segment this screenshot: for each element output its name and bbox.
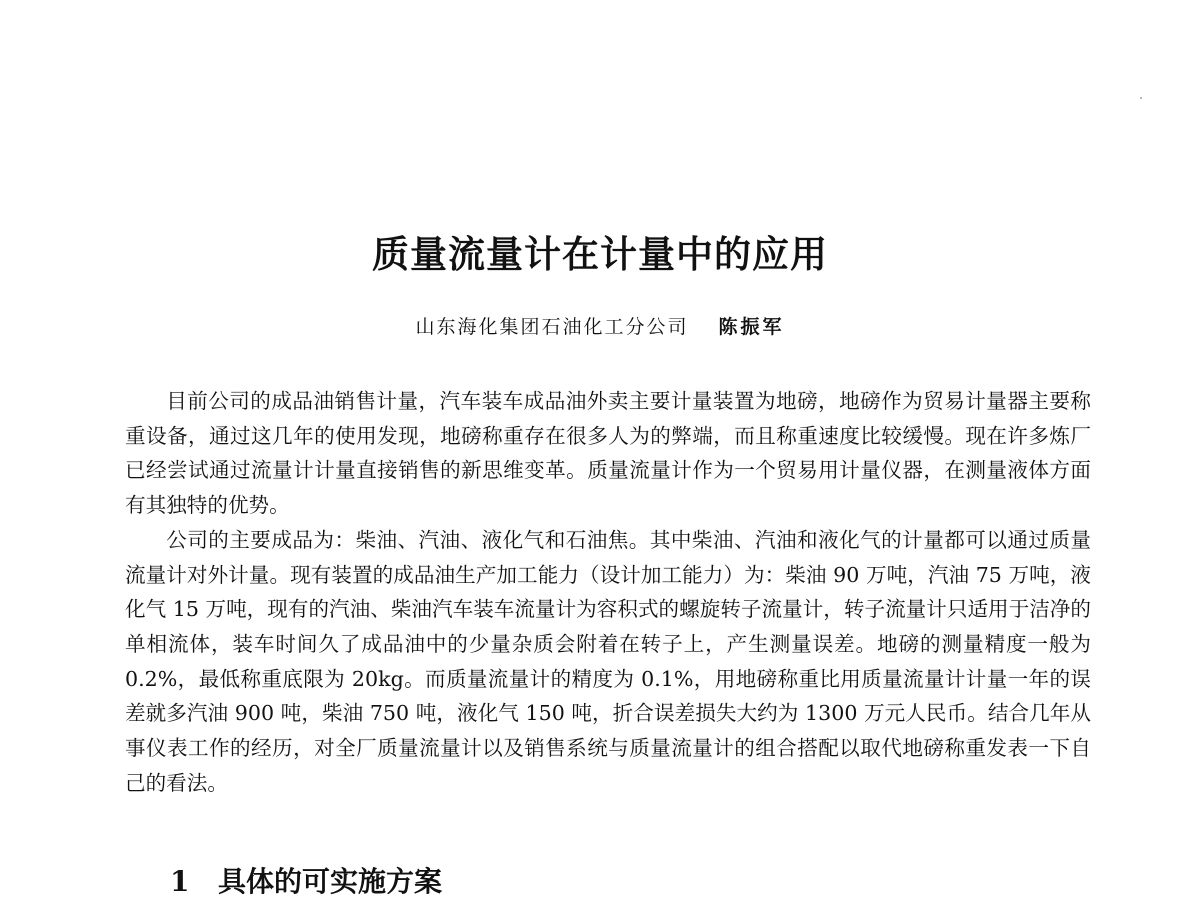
section-number: 1 <box>170 865 190 898</box>
paragraph: 公司的主要成品为：柴油、汽油、液化气和石油焦。其中柴油、汽油和液化气的计量都可以通过质量流量计对外计量。现有装置的成品油生产加工能力（设计加工能力）为：柴油 90 万吨，汽油 75 万吨，液化气 15 万吨，现有的汽油、柴油汽车装车流量计为容积式的螺旋转子流量计，转子流量计只适用于洁净的单相流体，装车时间久了成品油中的少量杂质会附着在转子上，产生测量误差。地磅的测量精度一般为 0.2%，最低称重底限为 20kg。而质量流量计的精度为 0.1%，用地磅称重比用质量流量计计量一年的误差就多汽油 900 吨，柴油 750 吨，液化气 150 吨，折合误差损失大约为 1300 万元人民币。结合几年从事仪表工作的经历，对全厂质量流量计以及销售系统与质量流量计的组合搭配以取代地磅称重发表一下自己的看法。 <box>125 527 1092 795</box>
byline <box>0 314 1200 340</box>
body-text <box>125 384 1091 800</box>
page-title: 质量流量计在计量中的应用 <box>372 232 828 276</box>
section-title: 具体的可实施方案 <box>218 865 443 898</box>
author-name: 陈振军 <box>718 316 785 338</box>
scan-speck <box>1140 97 1142 99</box>
paragraph: 目前公司的成品油销售计量，汽车装车成品油外卖主要计量装置为地磅，地磅作为贸易计量器主要称重设备，通过这几年的使用发现，地磅称重存在很多人为的弊端，而且称重速度比较缓慢。现在许多炼厂已经尝试通过流量计计量直接销售的新思维变革。质量流量计作为一个贸易用计量仪器，在测量液体方面有其独特的优势。 <box>125 389 1091 518</box>
author-organization: 山东海化集团石油化工分公司 <box>415 316 689 338</box>
section-heading <box>170 862 442 902</box>
